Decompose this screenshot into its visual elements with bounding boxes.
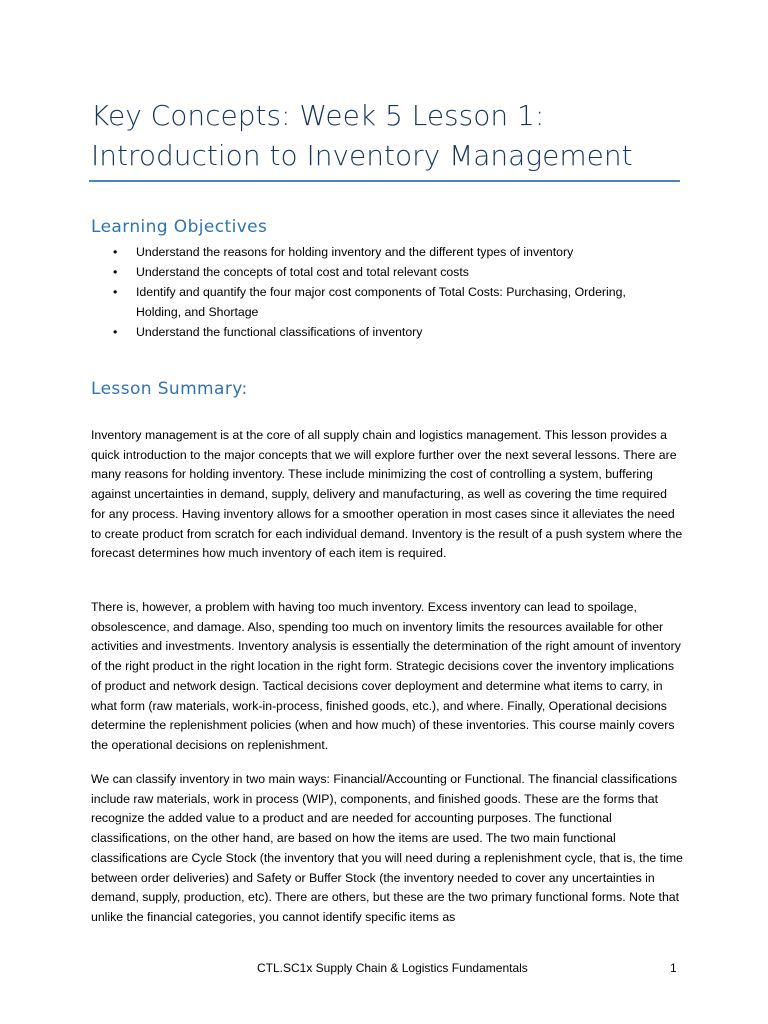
title-underline-rule bbox=[89, 180, 680, 182]
objective-text: Understand the functional classifications of inventory bbox=[136, 325, 423, 339]
learning-objectives-heading: Learning Objectives bbox=[91, 217, 268, 237]
list-item bbox=[91, 322, 671, 342]
bullet-icon: • bbox=[113, 245, 118, 259]
list-item bbox=[91, 262, 671, 282]
page-title bbox=[91, 96, 691, 176]
learning-objectives-list bbox=[91, 242, 671, 342]
footer-course-title: CTL.SC1x Supply Chain & Logistics Fundamentals bbox=[257, 961, 528, 975]
list-item bbox=[91, 242, 671, 262]
list-item bbox=[91, 282, 671, 322]
objective-text: Understand the reasons for holding inventory and the different types of inventory bbox=[136, 245, 574, 259]
objective-text: Identify and quantify the four major cost components of Total Costs: Purchasing, Ordering, Holding, and Shortage bbox=[136, 285, 626, 319]
footer-page-number: 1 bbox=[670, 961, 677, 975]
bullet-icon: • bbox=[113, 265, 118, 279]
bullet-icon: • bbox=[113, 325, 118, 339]
summary-paragraph-2: There is, however, a problem with having too much inventory. Excess inventory can lead to spoilage, obsolescence, and damage. Also, spending too much on inventory limits the resources available for other activities and investments. Inventory analysis is essentially the determination of the right amount of inventory of the right product in the right location in the right form. Strategic decisions cover the inventory implications of product and network design. Tactical decisions cover deployment and determine what items to carry, in what form (raw materials, work-in-process, finished goods, etc.), and where. Finally, Operational decisions determine the replenishment policies (when and how much) of these inventories. This course mainly covers the operational decisions on replenishment. bbox=[91, 600, 681, 752]
title-line-1: Key Concepts: Week 5 Lesson 1: bbox=[91, 99, 545, 132]
title-line-2: Introduction to Inventory Management bbox=[91, 139, 633, 172]
objective-text: Understand the concepts of total cost and total relevant costs bbox=[136, 265, 469, 279]
lesson-summary-heading: Lesson Summary: bbox=[91, 379, 248, 399]
bullet-icon: • bbox=[113, 285, 118, 299]
summary-paragraph-1: Inventory management is at the core of all supply chain and logistics management. This lesson provides a quick introduction to the major concepts that we will explore further over the next several lessons. There are many reasons for holding inventory. These include minimizing the cost of controlling a system, buffering against uncertainties in demand, supply, delivery and manufacturing, as well as covering the time required for any process. Having inventory allows for a smoother operation in most cases since it alleviates the need to create product from scratch for each individual demand. Inventory is the result of a push system where the forecast determines how much inventory of each item is required. bbox=[91, 428, 683, 561]
summary-paragraph-3: We can classify inventory in two main ways: Financial/Accounting or Functional. The financial classifications include raw materials, work in process (WIP), components, and finished goods. These are the forms that recognize the added value to a product and are needed for accounting purposes. The functional classifications, on the other hand, are based on how the items are used. The two main functional classifications are Cycle Stock (the inventory that you will need during a replenishment cycle, that is, the time between order deliveries) and Safety or Buffer Stock (the inventory needed to cover any uncertainties in demand, supply, production, etc). There are others, but these are the two primary functional forms. Note that unlike the financial categories, you cannot identify specific items as bbox=[91, 772, 683, 924]
